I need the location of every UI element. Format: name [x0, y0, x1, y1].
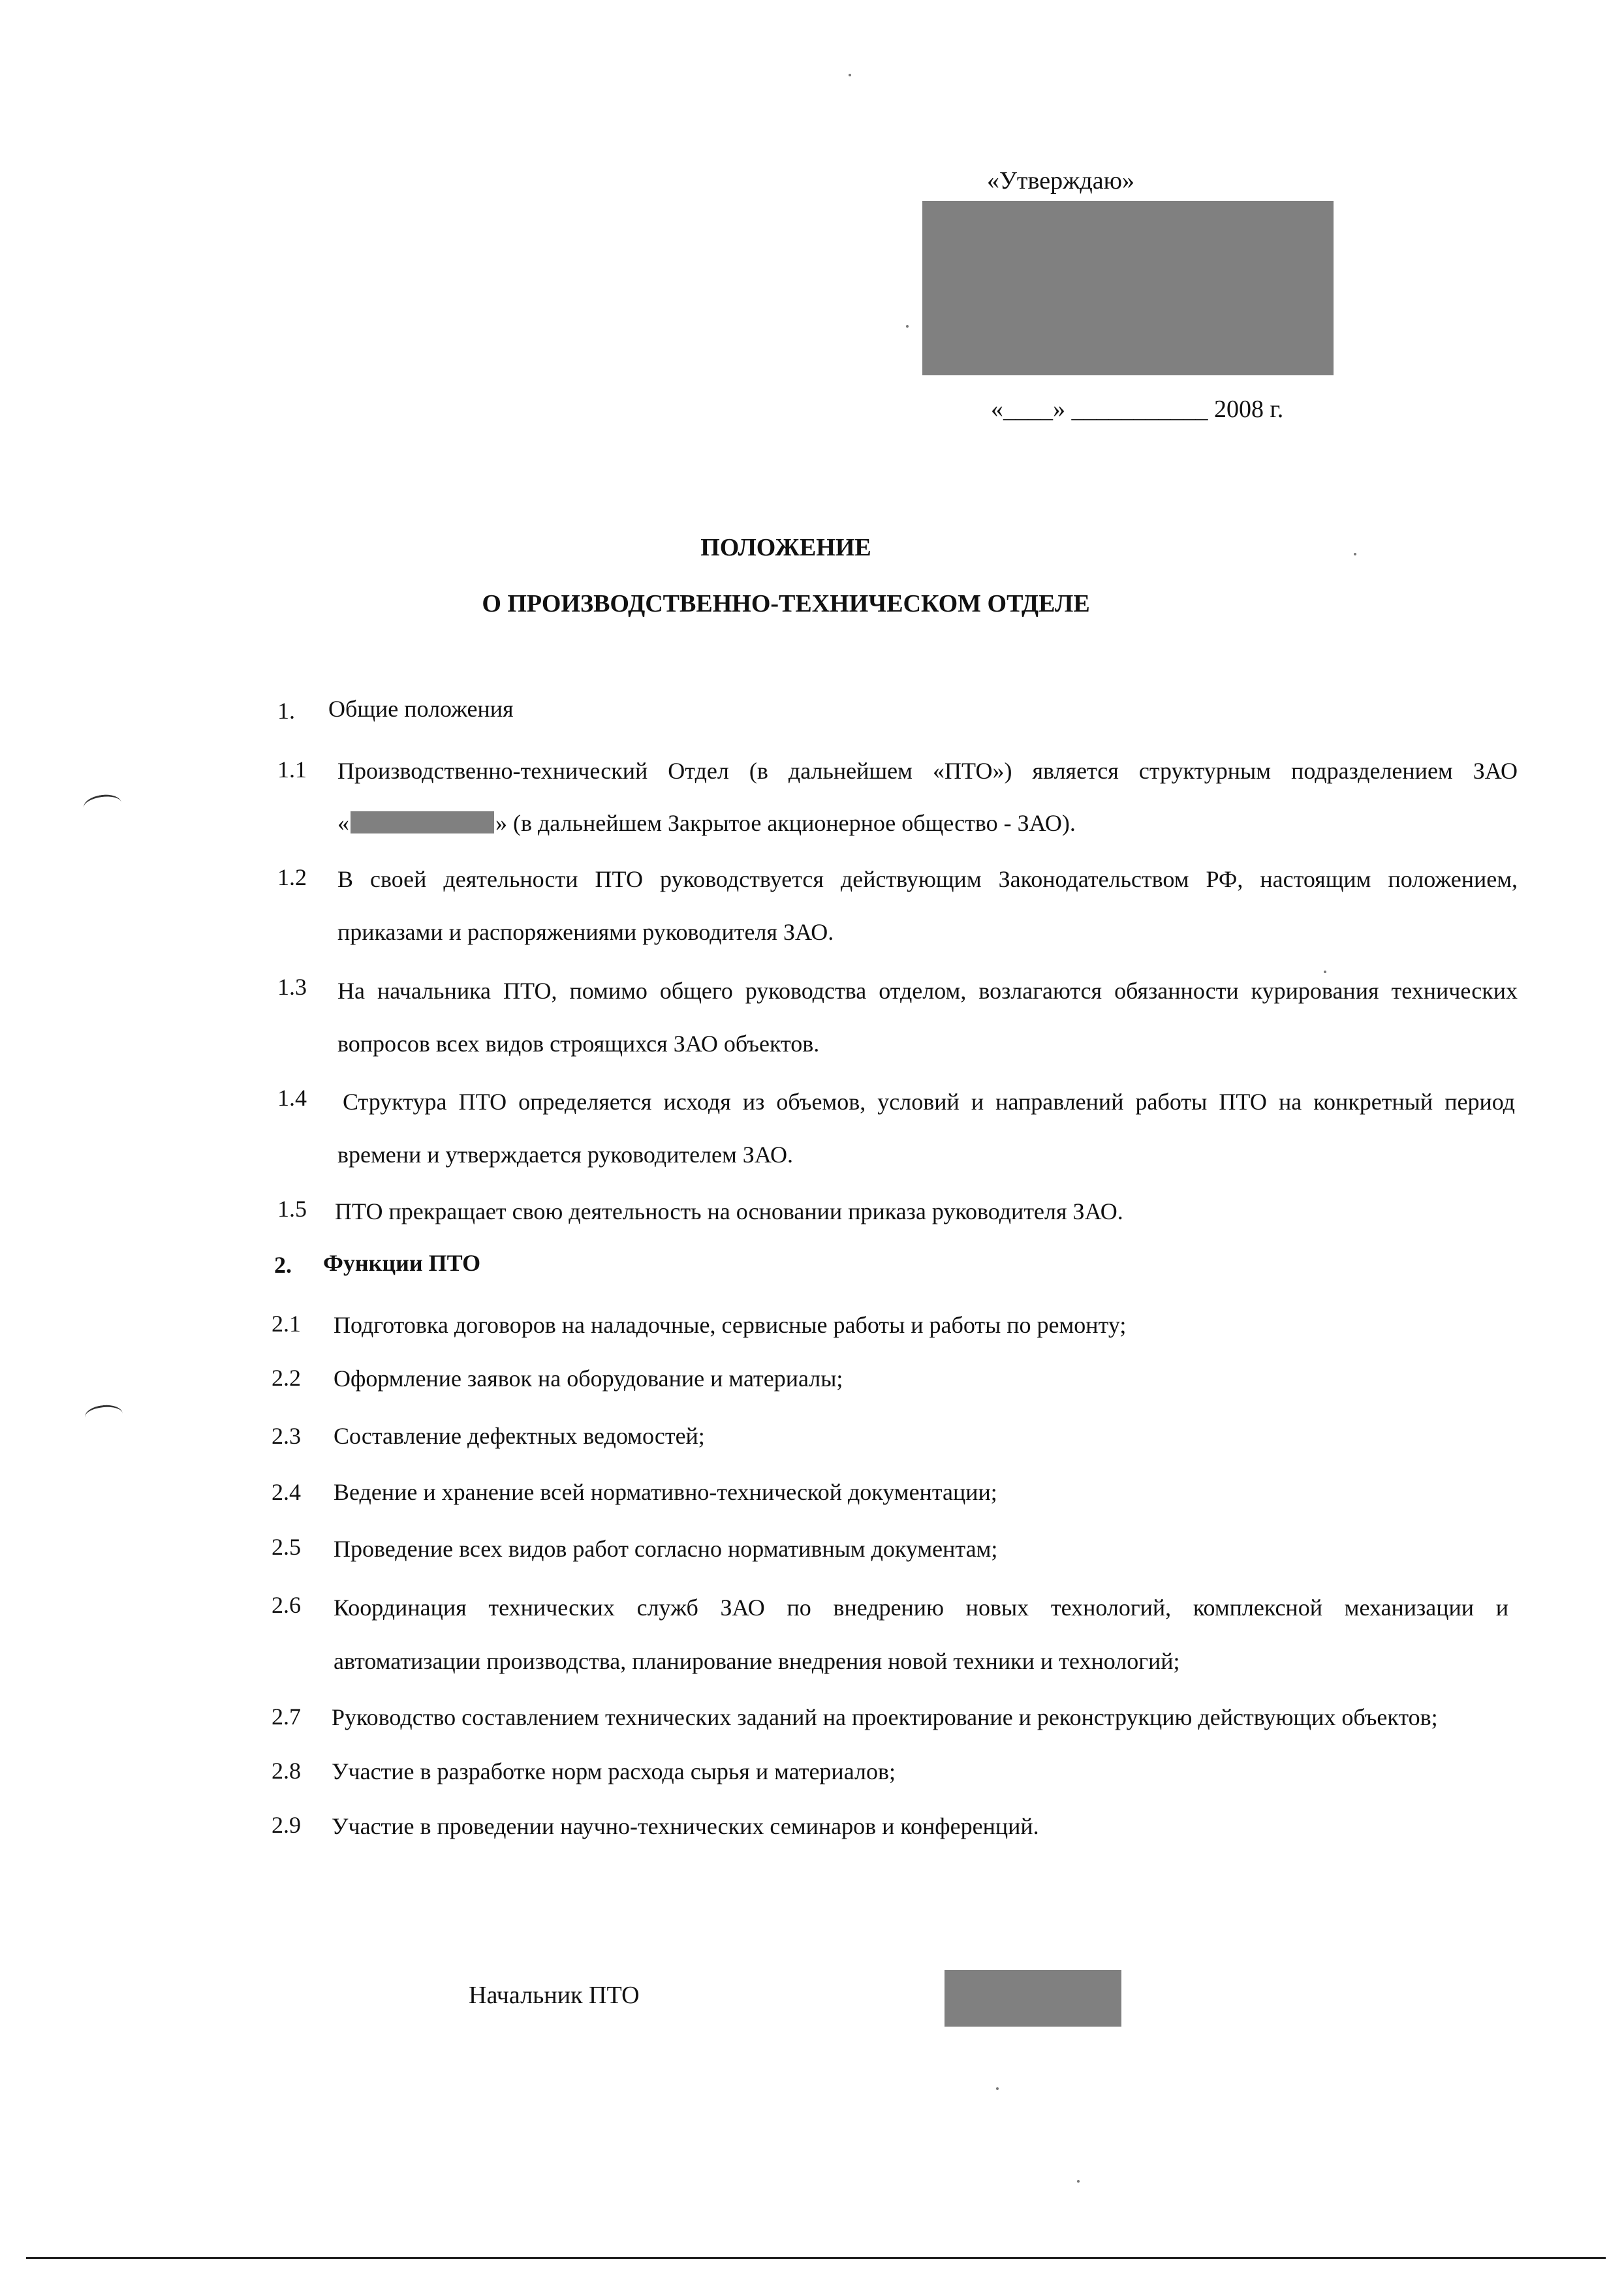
item-text: Производственно-технический Отдел (в дальнейшем «ПТО») является структурным подразделением ЗАО: [337, 758, 1518, 784]
scan-speck: [1354, 553, 1356, 555]
item-number: 1.4: [277, 1085, 307, 1111]
item-text: Оформление заявок на оборудование и материалы;: [334, 1365, 843, 1392]
item-text-continued: времени и утверждается руководителем ЗАО.: [337, 1142, 794, 1168]
item-text: Руководство составлением технических заданий на проектирование и реконструкцию действующих объектов;: [332, 1704, 1438, 1730]
item-number: 1.5: [277, 1196, 307, 1222]
item-text: Ведение и хранение всей нормативно-технической документации;: [334, 1479, 997, 1505]
section-heading: Общие положения: [328, 696, 514, 722]
item-text: Структура ПТО определяется исходя из объемов, условий и направлений работы ПТО на конкретный период: [343, 1089, 1515, 1115]
section-number: 2.: [274, 1252, 292, 1278]
item-number: 2.9: [272, 1812, 301, 1838]
item-number: 2.4: [272, 1479, 301, 1505]
section-heading: Функции ПТО: [323, 1250, 481, 1276]
scan-hole-mark: [84, 1403, 124, 1427]
approval-date-line: «____» ___________ 2008 г.: [991, 396, 1284, 423]
item-text: Участие в проведении научно-технических семинаров и конференций.: [332, 1813, 1039, 1839]
scan-hole-mark: [82, 792, 123, 818]
item-number: 2.7: [272, 1704, 301, 1730]
item-number: 1.2: [277, 864, 307, 890]
item-number: 2.6: [272, 1592, 301, 1618]
scan-speck: [906, 325, 909, 328]
redacted-company-name: [351, 811, 494, 833]
item-number: 1.1: [277, 756, 307, 783]
item-number: 2.3: [272, 1423, 301, 1449]
item-number: 2.5: [272, 1534, 301, 1560]
approval-label: «Утверждаю»: [987, 167, 1134, 195]
item-text-continued: вопросов всех видов строящихся ЗАО объектов.: [337, 1031, 820, 1057]
section-number: 1.: [277, 698, 295, 724]
item-text-continued: автоматизации производства, планирование внедрения новой техники и технологий;: [334, 1648, 1180, 1674]
item-text: На начальника ПТО, помимо общего руководства отделом, возлагаются обязанности курирования технических: [337, 978, 1518, 1004]
document-title: ПОЛОЖЕНИЕ: [700, 534, 871, 561]
page-bottom-edge: [26, 2257, 1606, 2259]
item-text: Координация технических служб ЗАО по внедрению новых технологий, комплексной механизации и: [334, 1595, 1508, 1621]
redacted-signature: [945, 1970, 1121, 2027]
scan-speck: [996, 2087, 999, 2090]
document-subtitle: О ПРОИЗВОДСТВЕННО-ТЕХНИЧЕСКОМ ОТДЕЛЕ: [482, 590, 1090, 617]
item-text: В своей деятельности ПТО руководствуется действующим Законодательством РФ, настоящим положением,: [337, 866, 1518, 892]
scan-speck: [1077, 2180, 1080, 2183]
item-text: Подготовка договоров на наладочные, сервисные работы и работы по ремонту;: [334, 1312, 1127, 1338]
redacted-approver-block: [922, 201, 1334, 375]
item-text: Составление дефектных ведомостей;: [334, 1423, 705, 1449]
item-number: 2.8: [272, 1758, 301, 1784]
item-text: ПТО прекращает свою деятельность на основании приказа руководителя ЗАО.: [335, 1198, 1123, 1224]
item-text: Проведение всех видов работ согласно нормативным документам;: [334, 1536, 998, 1562]
scan-speck: [849, 74, 851, 76]
signature-label: Начальник ПТО: [469, 1982, 640, 2009]
item-number: 2.1: [272, 1311, 301, 1337]
item-text-continued: « » (в дальнейшем Закрытое акционерное общество - ЗАО).: [337, 810, 1076, 836]
scan-speck: [1324, 971, 1326, 973]
item-text: Участие в разработке норм расхода сырья и материалов;: [332, 1758, 896, 1784]
item-text-continued: приказами и распоряжениями руководителя ЗАО.: [337, 919, 834, 945]
item-number: 2.2: [272, 1365, 301, 1391]
item-number: 1.3: [277, 974, 307, 1000]
